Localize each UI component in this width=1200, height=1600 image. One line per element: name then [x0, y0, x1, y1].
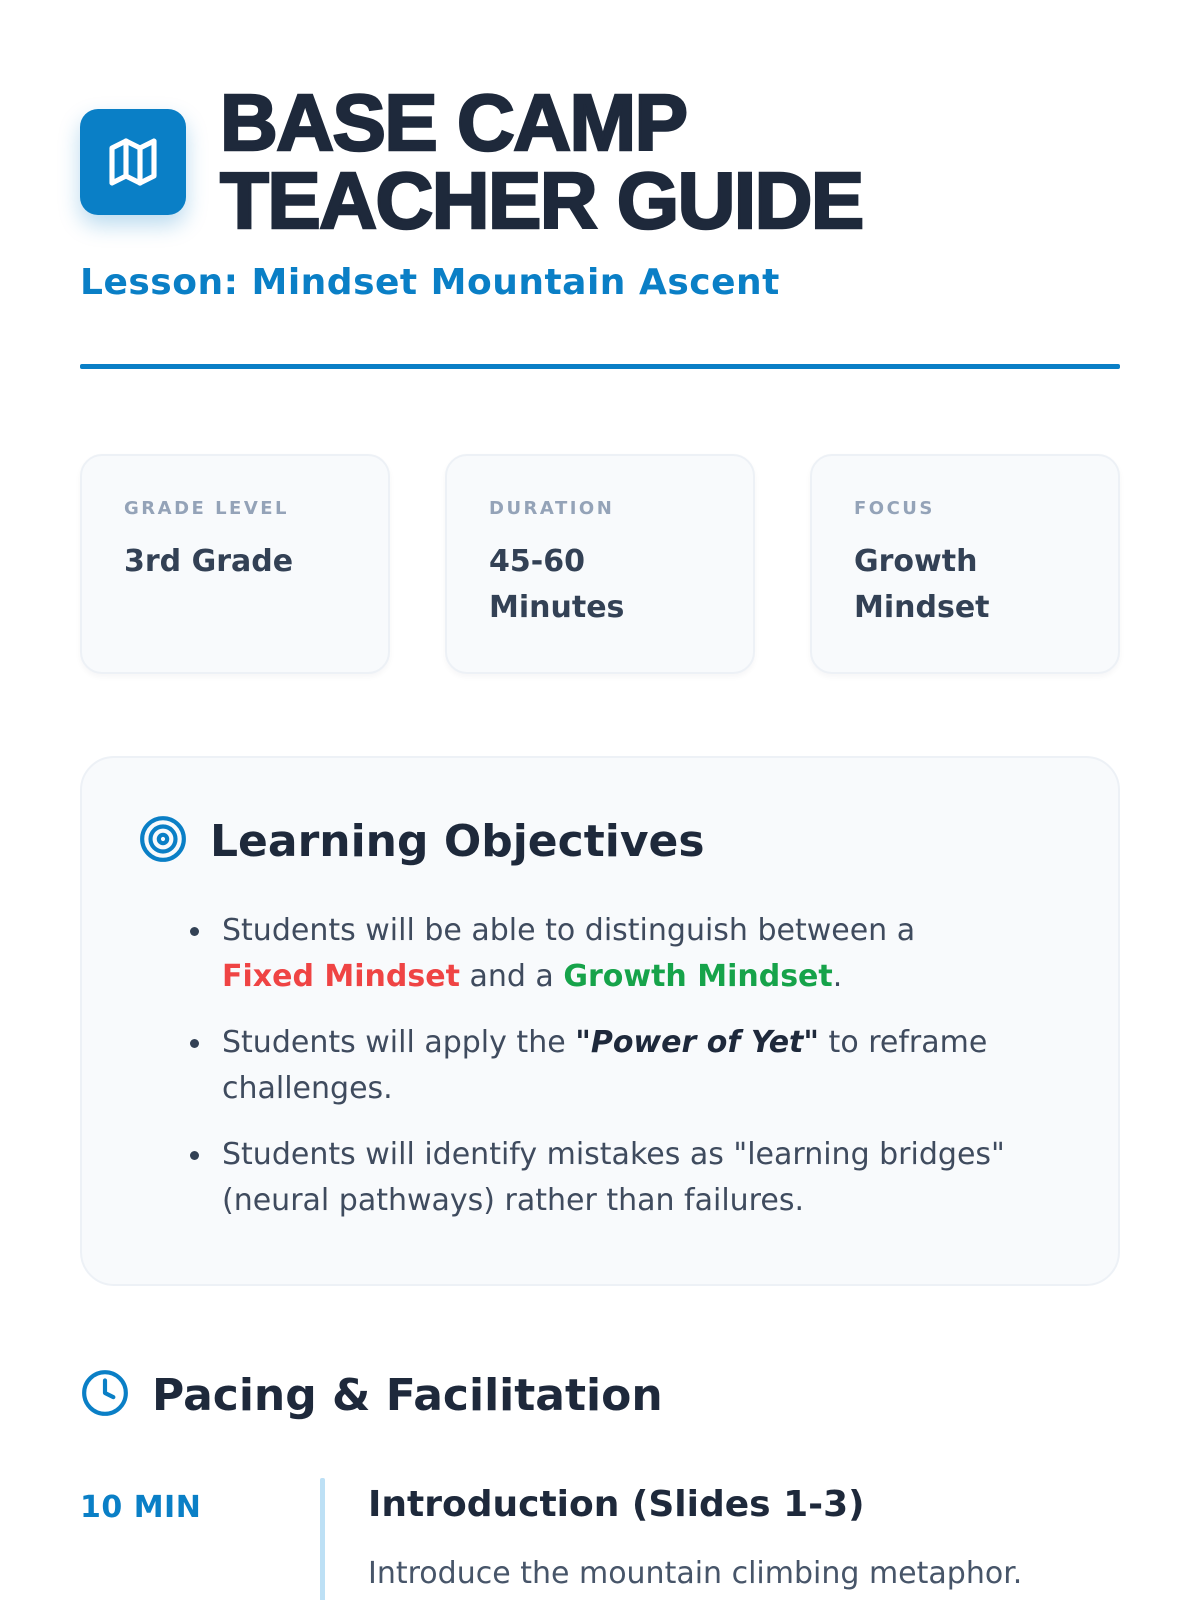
objective-text: Students will identify mistakes as "learning bridges" (neural pathways) rather than failures.: [222, 1137, 1005, 1218]
target-icon: [138, 814, 188, 868]
objectives-list: [190, 908, 1062, 1224]
objectives-title: Learning Objectives: [210, 815, 705, 867]
meta-value: 3rd Grade: [124, 544, 294, 579]
list-item: [190, 1020, 1010, 1112]
power-of-yet-term: "Power of Yet": [575, 1025, 820, 1060]
list-item: [190, 1132, 1010, 1224]
fixed-mindset-term: Fixed Mindset: [222, 959, 460, 994]
growth-mindset-term: Growth Mindset: [563, 959, 833, 994]
meta-card-duration: [445, 454, 755, 674]
step-duration: 10 MIN: [80, 1490, 202, 1525]
meta-label: DURATION: [489, 498, 615, 519]
lesson-subtitle: Lesson: Mindset Mountain Ascent: [80, 262, 780, 303]
meta-label: GRADE LEVEL: [124, 498, 290, 519]
header-divider: [80, 364, 1120, 369]
meta-value: 45-60 Minutes: [489, 544, 625, 625]
pacing-title: Pacing & Facilitation: [152, 1369, 663, 1421]
step-title: Introduction (Slides 1-3): [368, 1484, 865, 1525]
pacing-timeline: [80, 1478, 1120, 1600]
step-description: Introduce the mountain climbing metaphor.: [368, 1556, 1023, 1591]
objective-text: and a: [459, 959, 564, 994]
meta-card-grade: [80, 454, 390, 674]
map-icon: [80, 109, 186, 215]
learning-objectives-panel: [80, 756, 1120, 1286]
list-item: [190, 908, 1010, 1000]
pacing-heading: [80, 1368, 663, 1422]
meta-value: Growth Mindset: [854, 544, 990, 625]
lesson-meta-row: [80, 454, 1120, 674]
meta-label: FOCUS: [854, 498, 935, 519]
page-title: BASE CAMP TEACHER GUIDE: [220, 78, 863, 245]
timeline-rule: [320, 1478, 325, 1600]
objective-text: .: [832, 959, 843, 994]
objectives-heading: [138, 814, 1062, 868]
clock-icon: [80, 1368, 130, 1422]
page-header: [80, 78, 863, 245]
objective-text: to reframe challenges.: [222, 1025, 988, 1106]
meta-card-focus: [810, 454, 1120, 674]
objective-text: Students will apply the: [222, 1025, 576, 1060]
objective-text: Students will be able to distinguish between a: [222, 913, 916, 948]
